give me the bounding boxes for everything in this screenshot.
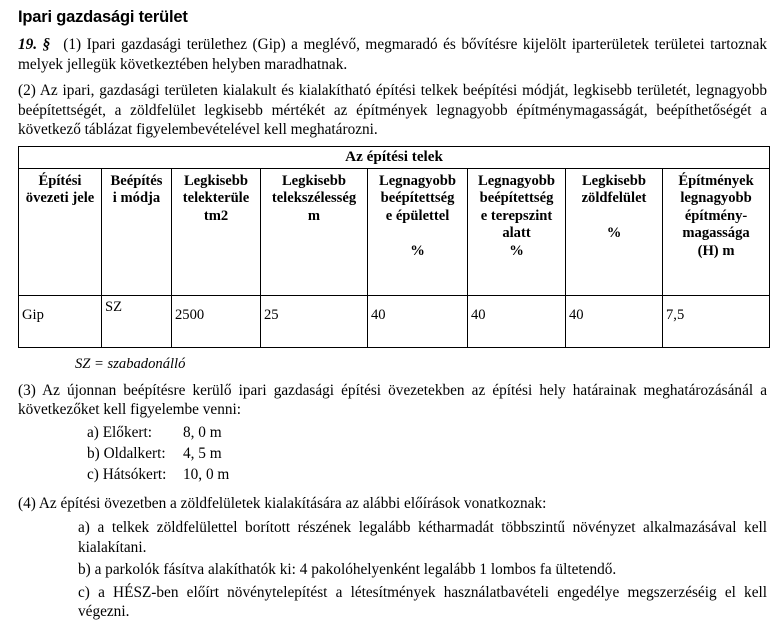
cell-zoldfelulet: 40 [566, 295, 663, 347]
column-header-telekszelesseg [261, 168, 368, 295]
list-item: c) a HÉSZ-ben előírt növénytelepítést a létesítmények használatbavételi engedélye megszerzéséig el kell végezni. [78, 583, 767, 621]
header-line: Legkisebb [581, 172, 647, 189]
header-line: % [410, 243, 425, 260]
header-line: beépítettség [380, 190, 455, 207]
list-item [18, 422, 767, 443]
column-header-telekterulet [172, 168, 261, 295]
setback-value-oldalkert: 4, 5 m [183, 444, 222, 462]
paragraph-1-text: Ipari gazdasági területhez (Gip) a meglévő, megmaradó és bővítésre kijelölt iparterületek területei tartoznak melyek jellegük következtében helyben maradhatnak. [18, 36, 768, 73]
table-legend: SZ = szabadonálló [75, 355, 186, 372]
header-line: Legkisebb [281, 172, 347, 189]
header-line: e terepszint [480, 207, 553, 224]
setback-label-elokert: a) Előkert: [87, 423, 152, 441]
header-line: övezeti jele [25, 190, 95, 207]
paragraph-2: (2) Az ipari, gazdasági területen kialakult és kialakítható építési telkek beépítési módját, legkisebb területét, legnagyobb beépítettségét, a zöldfelület legkisebb mértékét az építmények legnagyobb építménymagasságát, beépíthetőségét a következő táblázat figyelembevételével kell meghatározni. [18, 82, 767, 139]
paragraph-3: (3) Az újonnan beépítésre kerülő ipari gazdasági építési övezetekben az építési hely határainak meghatározásánál a következőket kell figyelembe venni: [18, 381, 767, 419]
header-line: zöldfelület [581, 190, 647, 207]
table-merged-header-row [19, 146, 770, 168]
header-line: Legnagyobb [378, 172, 457, 189]
header-line: Legnagyobb [477, 172, 556, 189]
building-zone-table [18, 146, 770, 348]
setback-list [9, 420, 768, 485]
header-line: Beépítés [110, 172, 163, 189]
setback-label-oldalkert: b) Oldalkert: [87, 444, 166, 462]
header-line: m [307, 207, 321, 224]
column-header-zoldfelulet [566, 168, 663, 295]
table-merged-header: Az építési telek [19, 146, 770, 168]
list-item [18, 464, 767, 485]
header-line: legnagyobb [680, 190, 752, 207]
header-line: magassága [682, 225, 750, 242]
header-line: % [509, 243, 524, 260]
list-item: a) a telkek zöldfelülettel borított részének legalább kétharmadát többszintű növényzet alkalmazásával kell kialakítani. [78, 519, 767, 556]
paragraph-1-label: (1) [63, 36, 82, 54]
header-line: építmény- [684, 207, 748, 224]
header-line: Legkisebb [183, 172, 249, 189]
greenspace-list [9, 513, 768, 622]
page-title: Ipari gazdasági terület [18, 8, 188, 26]
list-item [18, 443, 767, 464]
header-line: alatt [502, 225, 531, 242]
header-line: tm2 [203, 207, 229, 224]
cell-beepitettseg-terepszint-alatt: 40 [468, 295, 566, 347]
section-number: 19. § [18, 36, 51, 54]
column-header-beepitettseg-terepszint-alatt [468, 168, 566, 295]
header-line: % [606, 225, 622, 242]
header-line: beépítettség [479, 190, 554, 207]
cell-beepitettseg-epulettel: 40 [368, 295, 468, 347]
header-line: (H) m [697, 243, 735, 260]
header-line: Építmények [678, 172, 754, 189]
paragraph-4: (4) Az építési övezetben a zöldfelületek kialakítására az alábbi előírások vonatkoznak: [18, 494, 547, 512]
setback-value-hatsokert: 10, 0 m [183, 465, 230, 483]
column-header-ovezeti-jele [19, 168, 102, 295]
list-item: b) a parkolók fásítva alakíthatók ki: 4 pakolóhelyenként legalább 1 lombos fa ültetendő. [78, 561, 617, 579]
header-line: telekterüle [182, 190, 250, 207]
column-header-epitmenymagassag [663, 168, 770, 295]
header-line: telekszélesség [271, 190, 357, 207]
cell-beepitesi-modja: SZ [102, 295, 172, 347]
cell-ovezeti-jele: Gip [19, 295, 102, 347]
setback-label-hatsokert: c) Hátsókert: [87, 465, 167, 483]
cell-telekterulet: 2500 [172, 295, 261, 347]
table-header-row [19, 168, 770, 295]
cell-epitmenymagassag: 7,5 [663, 295, 770, 347]
table-row [19, 295, 770, 347]
setback-value-elokert: 8, 0 m [183, 423, 222, 441]
column-header-beepitettseg-epulettel [368, 168, 468, 295]
paragraph-1 [9, 26, 768, 74]
column-header-beepitesi-modja [102, 168, 172, 295]
header-line: i módja [112, 190, 161, 207]
header-line: Építési [38, 172, 82, 189]
header-line: e épülettel [385, 207, 450, 224]
cell-telekszelesseg: 25 [261, 295, 368, 347]
